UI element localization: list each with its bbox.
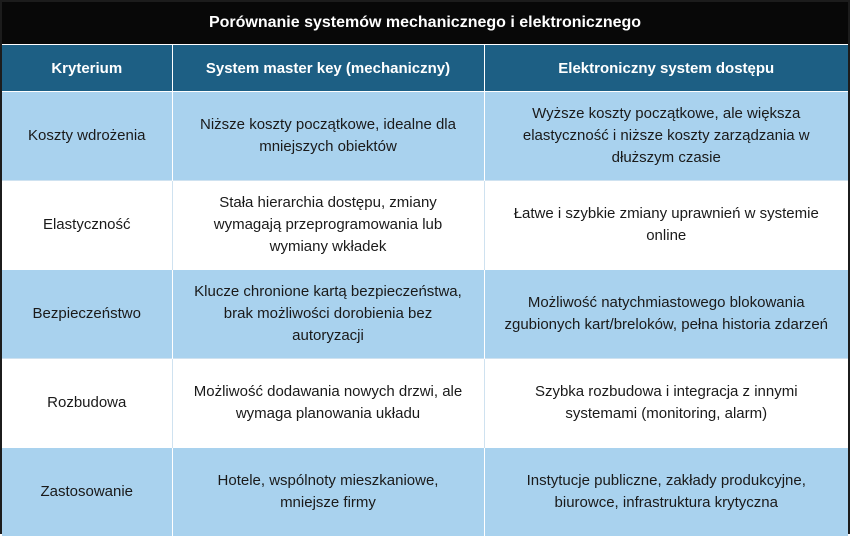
criterion-cell: Elastyczność xyxy=(2,181,172,270)
electronic-cell: Instytucje publiczne, zakłady produkcyjne, biurowce, infrastruktura krytyczna xyxy=(484,448,848,536)
electronic-cell: Możliwość natychmiastowego blokowania zgubionych kart/breloków, pełna historia zdarzeń xyxy=(484,270,848,359)
column-header-mechanical: System master key (mechaniczny) xyxy=(172,45,484,92)
mechanical-cell: Klucze chronione kartą bezpieczeństwa, brak możliwości dorobienia bez autoryzacji xyxy=(172,270,484,359)
header-row xyxy=(2,45,848,92)
comparison-grid xyxy=(2,45,848,536)
mechanical-cell: Stała hierarchia dostępu, zmiany wymagają przeprogramowania lub wymiany wkładek xyxy=(172,181,484,270)
mechanical-cell: Hotele, wspólnoty mieszkaniowe, mniejsze firmy xyxy=(172,448,484,536)
criterion-cell: Bezpieczeństwo xyxy=(2,270,172,359)
criterion-cell: Rozbudowa xyxy=(2,359,172,448)
table-row xyxy=(2,448,848,536)
criterion-cell: Koszty wdrożenia xyxy=(2,92,172,181)
mechanical-cell: Niższe koszty początkowe, idealne dla mniejszych obiektów xyxy=(172,92,484,181)
electronic-cell: Łatwe i szybkie zmiany uprawnień w systemie online xyxy=(484,181,848,270)
electronic-cell: Wyższe koszty początkowe, ale większa elastyczność i niższe koszty zarządzania w dłuższym czasie xyxy=(484,92,848,181)
table-row xyxy=(2,92,848,181)
mechanical-cell: Możliwość dodawania nowych drzwi, ale wymaga planowania układu xyxy=(172,359,484,448)
column-header-criterion: Kryterium xyxy=(2,45,172,92)
criterion-cell: Zastosowanie xyxy=(2,448,172,536)
table-row xyxy=(2,359,848,448)
table-title: Porównanie systemów mechanicznego i elektronicznego xyxy=(2,2,848,45)
column-header-electronic: Elektroniczny system dostępu xyxy=(484,45,848,92)
table-row xyxy=(2,270,848,359)
table-row xyxy=(2,181,848,270)
electronic-cell: Szybka rozbudowa i integracja z innymi systemami (monitoring, alarm) xyxy=(484,359,848,448)
